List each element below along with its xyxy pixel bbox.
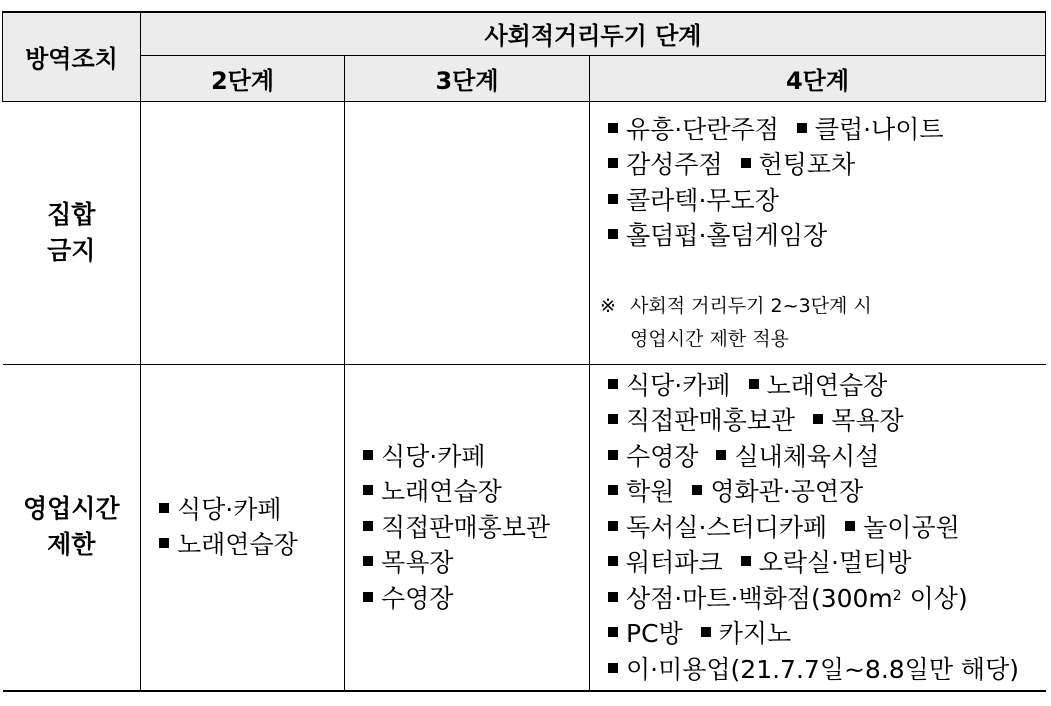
bullet-square-icon xyxy=(741,158,751,168)
cell-gathering-level-3 xyxy=(345,101,590,364)
list-item: 상점·마트·백화점($300m^2$ 이상) xyxy=(608,581,1046,617)
list-item: 식당·카페 xyxy=(159,492,344,528)
row-label-line: 금지 xyxy=(47,235,96,265)
bullet-square-icon xyxy=(701,627,711,637)
superscript: 2 xyxy=(892,587,902,604)
header-level-2: 2단계 xyxy=(141,55,345,101)
bullet-square-icon xyxy=(608,123,618,133)
list-item: 노래연습장 xyxy=(363,474,589,510)
list-item: 워터파크 오락실·멀티방 xyxy=(608,545,1046,581)
bullet-square-icon xyxy=(608,379,618,389)
bullet-square-icon xyxy=(608,521,618,531)
distancing-measures-table xyxy=(2,11,1046,692)
list-item: 수영장 xyxy=(363,581,589,617)
list-item: 이·미용업(21.7.7일~8.8일만 해당) xyxy=(608,652,1046,688)
list-item: 식당·카페 노래연습장 xyxy=(608,368,1046,404)
bullet-square-icon xyxy=(608,663,618,673)
cell-hours-level-2 xyxy=(141,364,345,691)
note xyxy=(590,254,1046,356)
row-label-line: 집합 xyxy=(47,199,96,229)
bullet-square-icon xyxy=(797,123,807,133)
bullet-square-icon xyxy=(608,627,618,637)
list-item: 홀덤펍·홀덤게임장 xyxy=(608,218,1046,254)
list-item: 직접판매홍보관 목욕장 xyxy=(608,403,1046,439)
row-label-hours-limit xyxy=(3,364,141,691)
bullet-square-icon xyxy=(692,485,702,495)
list-item: 감성주점 헌팅포차 xyxy=(608,147,1046,183)
row-label-gathering-ban xyxy=(3,101,141,364)
note-text: 영업시간 제한 적용 xyxy=(630,327,789,350)
list-item: 노래연습장 xyxy=(159,527,344,563)
list-item: 유흥·단란주점 클럽·나이트 xyxy=(608,112,1046,148)
bullet-square-icon xyxy=(608,229,618,239)
list-item: 수영장 실내체육시설 xyxy=(608,439,1046,475)
bullet-square-icon xyxy=(363,556,373,566)
bullet-square-icon xyxy=(749,379,759,389)
bullet-square-icon xyxy=(608,485,618,495)
list-item: 콜라텍·무도장 xyxy=(608,183,1046,219)
header-level-3: 3단계 xyxy=(345,55,590,101)
bullet-square-icon xyxy=(608,556,618,566)
bullet-square-icon xyxy=(741,556,751,566)
list-item: 직접판매홍보관 xyxy=(363,510,589,546)
bullet-square-icon xyxy=(608,450,618,460)
bullet-square-icon xyxy=(363,521,373,531)
cell-gathering-level-2 xyxy=(141,101,345,364)
bullet-square-icon xyxy=(363,592,373,602)
bullet-square-icon xyxy=(608,194,618,204)
cell-gathering-level-4 xyxy=(590,101,1046,364)
note-text: 사회적 거리두기 2~3단계 시 xyxy=(630,294,872,317)
bullet-square-icon xyxy=(608,414,618,424)
bullet-square-icon xyxy=(159,503,169,513)
bullet-square-icon xyxy=(608,158,618,168)
header-distancing-level: 사회적거리두기 단계 xyxy=(141,12,1046,55)
note-mark: ※ xyxy=(600,294,616,317)
row-label-line: 영업시간 xyxy=(22,494,120,524)
bullet-square-icon xyxy=(845,521,855,531)
list-item: PC방 카지노 xyxy=(608,616,1046,652)
list-item: 학원 영화관·공연장 xyxy=(608,474,1046,510)
header-measure: 방역조치 xyxy=(3,12,141,101)
bullet-square-icon xyxy=(363,485,373,495)
list-item: 목욕장 xyxy=(363,545,589,581)
list-item: 독서실·스터디카페 놀이공원 xyxy=(608,510,1046,546)
bullet-square-icon xyxy=(813,414,823,424)
list-item: 식당·카페 xyxy=(363,439,589,475)
cell-hours-level-3 xyxy=(345,364,590,691)
bullet-square-icon xyxy=(363,450,373,460)
bullet-square-icon xyxy=(159,538,169,548)
cell-hours-level-4 xyxy=(590,364,1046,691)
bullet-square-icon xyxy=(608,592,618,602)
header-level-4: 4단계 xyxy=(590,55,1046,101)
bullet-square-icon xyxy=(716,450,726,460)
row-label-line: 제한 xyxy=(47,530,96,560)
